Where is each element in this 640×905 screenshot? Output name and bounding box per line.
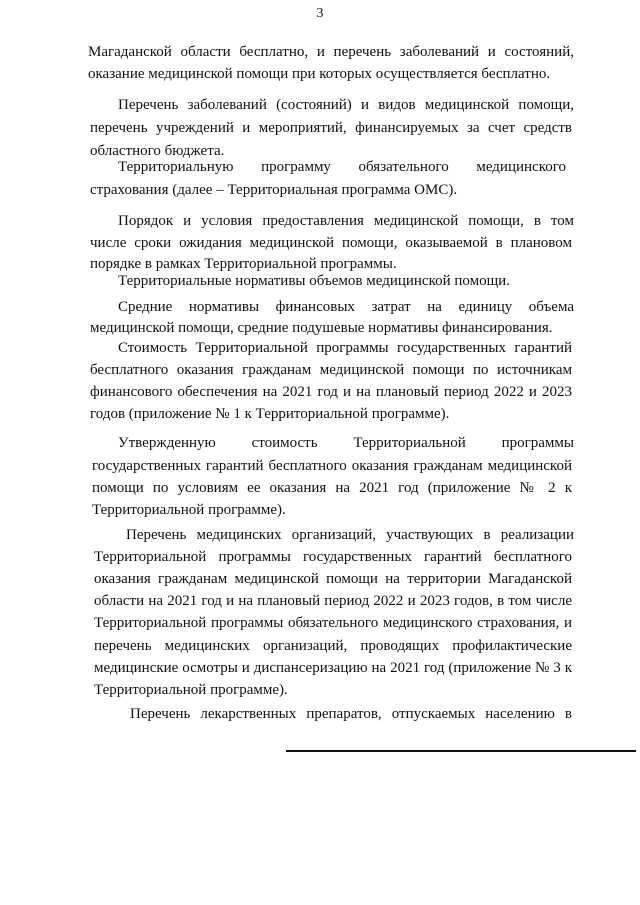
text-line: помощи по условиям ее оказания на 2021 год (приложение № 2 к <box>92 480 572 496</box>
text-line: финансового обеспечения на 2021 год и на плановый период 2022 и 2023 <box>90 384 572 400</box>
text-line: страхования (далее – Территориальная программа ОМС). <box>90 182 458 198</box>
text-line: Территориальные нормативы объемов медицинской помощи. <box>118 273 510 289</box>
text-line: медицинской помощи, средние подушевые нормативы финансирования. <box>90 320 553 336</box>
text-line: Перечень медицинских организаций, участвующих в реализации <box>126 527 574 543</box>
text-line: перечень медицинских организаций, проводящих профилактические <box>94 638 572 654</box>
text-line: Перечень лекарственных препаратов, отпускаемых населению в <box>130 706 572 722</box>
text-line: Стоимость Территориальной программы государственных гарантий <box>118 340 572 356</box>
text-line: порядке в рамках Территориальной программы. <box>90 256 397 272</box>
text-line: Утвержденную стоимость Территориальной программы <box>118 435 574 451</box>
text-line: Территориальной программе). <box>92 502 286 518</box>
text-line: Территориальную программу обязательного медицинского <box>118 159 566 175</box>
text-line: годов (приложение № 1 к Территориальной программе). <box>90 406 450 422</box>
text-line: областного бюджета. <box>90 143 225 159</box>
text-line: Средние нормативы финансовых затрат на единицу объема <box>118 299 574 315</box>
text-line: перечень учреждений и мероприятий, финансируемых за счет средств <box>90 120 572 136</box>
text-line: Территориальной программы государственных гарантий бесплатного <box>94 549 572 565</box>
text-line: оказание медицинской помощи при которых осуществляется бесплатно. <box>88 66 551 82</box>
text-line: области на 2021 год и на плановый период 2022 и 2023 годов, в том числе <box>94 593 572 609</box>
text-line: Перечень заболеваний (состояний) и видов медицинской помощи, <box>118 97 574 113</box>
page-number: 3 <box>316 6 324 21</box>
text-line: Территориальной программы обязательного медицинского страхования, и <box>94 615 572 631</box>
text-line: Порядок и условия предоставления медицинской помощи, в том <box>118 213 574 229</box>
text-line: Территориальной программе). <box>94 682 288 698</box>
text-line: оказания гражданам медицинской помощи на территории Магаданской <box>94 571 572 587</box>
footnote-separator-line <box>286 750 636 752</box>
text-line: Магаданской области бесплатно, и перечень заболеваний и состояний, <box>88 44 574 60</box>
text-line: числе сроки ожидания медицинской помощи, оказываемой в плановом <box>90 235 572 251</box>
text-line: медицинские осмотры и диспансеризацию на 2021 год (приложение № 3 к <box>94 660 572 676</box>
text-line: бесплатного оказания гражданам медицинской помощи по источникам <box>90 362 572 378</box>
text-line: государственных гарантий бесплатного оказания гражданам медицинской <box>92 458 572 474</box>
